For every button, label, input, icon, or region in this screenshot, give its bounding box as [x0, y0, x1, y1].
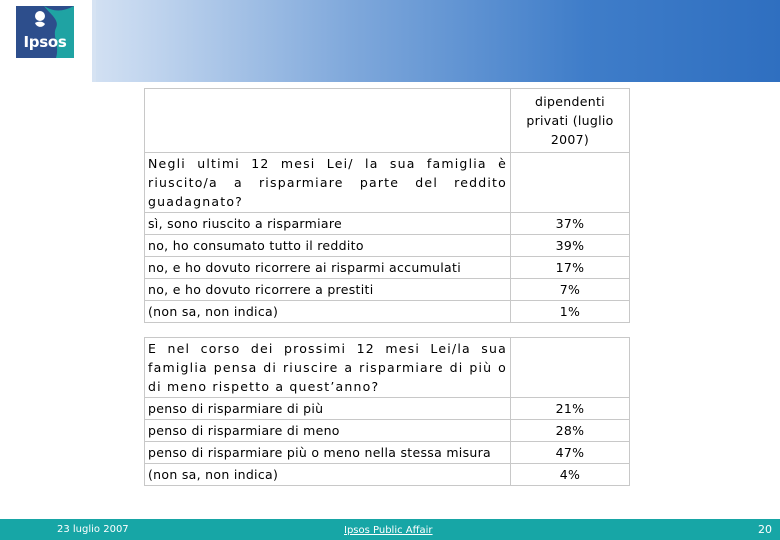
table-row — [145, 213, 630, 235]
table-row — [145, 442, 630, 464]
table-row — [145, 257, 630, 279]
answer-value: 37% — [511, 213, 630, 235]
logo-panel — [0, 0, 92, 82]
question-row — [145, 338, 630, 398]
answer-label: no, e ho dovuto ricorrere a prestiti — [145, 279, 511, 301]
answer-value: 1% — [511, 301, 630, 323]
table-row — [145, 420, 630, 442]
answer-label: no, e ho dovuto ricorrere ai risparmi accumulati — [145, 257, 511, 279]
answer-value: 47% — [511, 442, 630, 464]
answer-value: 17% — [511, 257, 630, 279]
answer-value: 28% — [511, 420, 630, 442]
logo-divider — [92, 0, 96, 82]
answer-value: 7% — [511, 279, 630, 301]
survey-table-1 — [144, 88, 630, 323]
question-row — [145, 153, 630, 213]
table-header-row — [145, 89, 630, 153]
question-1: Negli ultimi 12 mesi Lei/ la sua famiglia è riuscito/a a risparmiare parte del reddito guadagnato? — [145, 153, 511, 213]
question-value-empty — [511, 338, 630, 398]
header-band — [0, 0, 780, 82]
answer-label: (non sa, non indica) — [145, 464, 511, 486]
answer-value: 21% — [511, 398, 630, 420]
answer-label: no, ho consumato tutto il reddito — [145, 235, 511, 257]
answer-label: sì, sono riuscito a risparmiare — [145, 213, 511, 235]
answer-value: 39% — [511, 235, 630, 257]
answer-label: penso di risparmiare di meno — [145, 420, 511, 442]
table-row — [145, 398, 630, 420]
table-row — [145, 464, 630, 486]
answer-label: penso di risparmiare di più — [145, 398, 511, 420]
table-row — [145, 301, 630, 323]
answer-value: 4% — [511, 464, 630, 486]
table-row — [145, 279, 630, 301]
footer-organization-link[interactable]: Ipsos Public Affair — [344, 525, 433, 536]
answer-label: penso di risparmiare più o meno nella stessa misura — [145, 442, 511, 464]
header-empty-cell — [145, 89, 511, 153]
question-value-empty — [511, 153, 630, 213]
answer-label: (non sa, non indica) — [145, 301, 511, 323]
table-row — [145, 235, 630, 257]
question-2: E nel corso dei prossimi 12 mesi Lei/la sua famiglia pensa di riuscire a risparmiare di più o di meno rispetto a quest’anno? — [145, 338, 511, 398]
brand-name: Ipsos — [23, 33, 67, 51]
footer-date: 23 luglio 2007 — [57, 524, 129, 535]
column-header: dipendenti privati (luglio 2007) — [511, 89, 630, 153]
survey-table-2 — [144, 337, 630, 486]
page-number: 20 — [758, 523, 772, 536]
footer-bar — [0, 519, 780, 540]
